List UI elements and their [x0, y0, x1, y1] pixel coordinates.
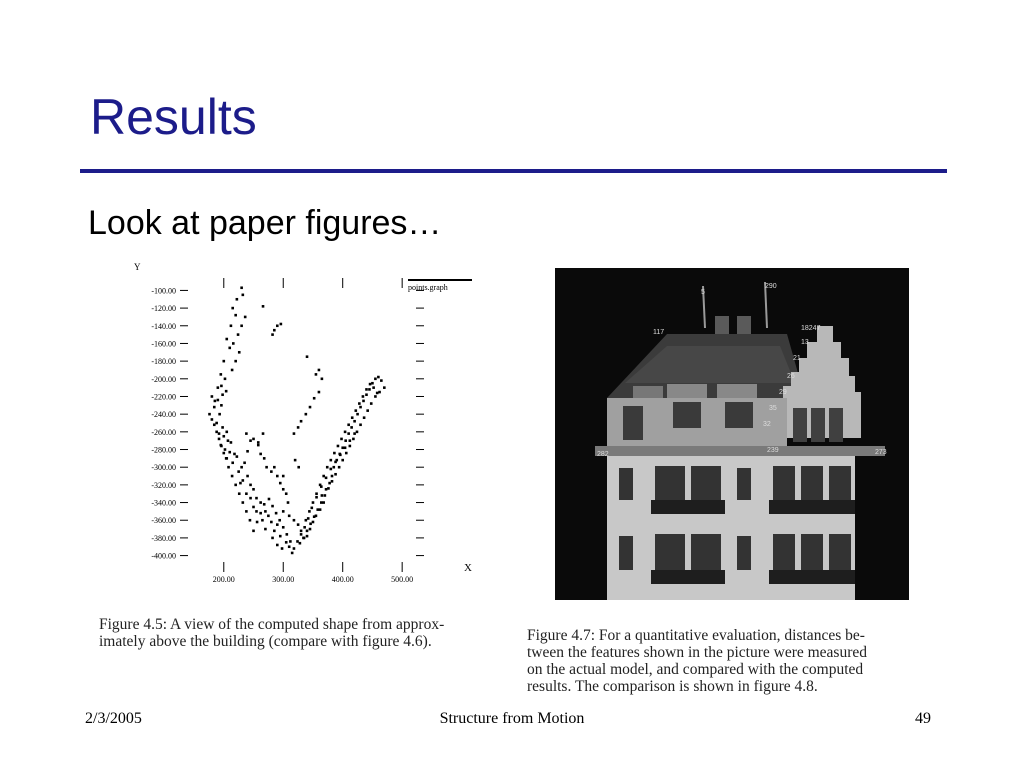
- data-point: [293, 519, 296, 522]
- data-point: [316, 508, 319, 511]
- data-point: [234, 484, 237, 487]
- data-point: [365, 393, 368, 396]
- caption-line: imately above the building (compare with figure 4.6).: [99, 633, 432, 650]
- data-point: [374, 378, 377, 381]
- data-point: [240, 286, 243, 289]
- data-point: [333, 452, 336, 455]
- data-point: [321, 378, 324, 381]
- feature-label: 273: [875, 449, 887, 456]
- y-axis-label: Y: [134, 262, 141, 272]
- data-point: [264, 510, 267, 513]
- data-point: [236, 455, 239, 458]
- y-tick-label: -240.00: [151, 410, 176, 420]
- data-point: [334, 461, 337, 464]
- data-point: [289, 540, 292, 543]
- data-point: [273, 466, 276, 469]
- x-axis-label: X: [464, 562, 472, 574]
- data-point: [224, 448, 227, 451]
- data-point: [353, 432, 356, 435]
- data-point: [338, 466, 341, 469]
- y-tick-label: -260.00: [151, 427, 176, 437]
- data-point: [249, 484, 252, 487]
- data-point: [217, 399, 220, 402]
- plot-points: [208, 286, 385, 554]
- data-point: [347, 423, 350, 426]
- data-point: [246, 450, 249, 453]
- data-point: [299, 542, 302, 545]
- data-point: [353, 420, 356, 423]
- data-point: [374, 395, 377, 398]
- data-point: [276, 544, 279, 547]
- data-point: [376, 392, 379, 395]
- data-point: [252, 530, 255, 533]
- data-point: [264, 528, 267, 531]
- data-point: [273, 530, 276, 533]
- data-point: [220, 373, 223, 376]
- data-point: [306, 535, 309, 538]
- data-point: [350, 426, 353, 429]
- data-point: [265, 466, 268, 469]
- x-tick-label: 400.00: [331, 575, 354, 584]
- data-point: [306, 355, 309, 358]
- data-point: [313, 515, 316, 518]
- y-tick-label: -100.00: [151, 286, 176, 296]
- data-point: [340, 438, 343, 441]
- data-point: [255, 510, 258, 513]
- data-point: [378, 391, 381, 394]
- data-point: [309, 406, 312, 409]
- data-point: [369, 383, 372, 386]
- data-point: [252, 488, 255, 491]
- bullet-text: Look at paper figures…: [88, 204, 442, 242]
- data-point: [230, 441, 233, 444]
- data-point: [240, 324, 243, 327]
- data-point: [293, 547, 296, 550]
- data-point: [370, 402, 373, 405]
- caption-line: results. The comparison is shown in figure 4.8.: [527, 678, 818, 695]
- data-point: [322, 475, 325, 478]
- plot-text: [134, 262, 472, 584]
- data-point: [271, 333, 274, 336]
- data-point: [263, 457, 266, 460]
- y-tick-label: -220.00: [151, 392, 176, 402]
- data-point: [232, 342, 235, 345]
- y-tick-label: -340.00: [151, 498, 176, 508]
- figure-4-7-caption: [527, 627, 867, 695]
- data-point: [249, 519, 252, 522]
- data-point: [231, 475, 234, 478]
- data-point: [331, 480, 334, 483]
- data-point: [231, 369, 234, 372]
- data-point: [352, 438, 355, 441]
- data-point: [310, 507, 313, 510]
- data-point: [222, 452, 225, 455]
- data-point: [347, 432, 350, 435]
- footer-page-number: 49: [915, 710, 931, 727]
- data-point: [271, 537, 274, 540]
- data-point: [300, 530, 303, 533]
- data-point: [312, 521, 315, 524]
- data-point: [344, 431, 347, 434]
- data-point: [294, 459, 297, 462]
- data-point: [218, 438, 221, 441]
- y-tick-label: -320.00: [151, 480, 176, 490]
- x-tick-label: 500.00: [391, 575, 414, 584]
- data-point: [276, 475, 279, 478]
- data-point: [211, 418, 214, 421]
- feature-label: 32: [763, 421, 771, 428]
- data-point: [263, 503, 266, 506]
- caption-line: tween the features shown in the picture were measured: [527, 644, 868, 661]
- data-point: [322, 501, 325, 504]
- data-point: [300, 533, 303, 536]
- data-point: [330, 468, 333, 471]
- data-point: [214, 400, 217, 403]
- plot-axes: [180, 278, 472, 572]
- data-point: [242, 294, 245, 297]
- data-point: [372, 386, 375, 389]
- data-point: [319, 508, 322, 511]
- y-tick-label: -400.00: [151, 551, 176, 561]
- data-point: [307, 517, 310, 520]
- data-point: [287, 501, 290, 504]
- data-point: [337, 445, 340, 448]
- data-point: [297, 466, 300, 469]
- data-point: [270, 521, 273, 524]
- data-point: [377, 376, 380, 379]
- data-point: [363, 416, 366, 419]
- y-tick-label: -280.00: [151, 445, 176, 455]
- data-point: [218, 432, 221, 435]
- data-point: [305, 413, 308, 416]
- data-point: [365, 388, 368, 391]
- y-tick-label: -160.00: [151, 339, 176, 349]
- data-point: [297, 523, 300, 526]
- data-point: [325, 488, 328, 491]
- data-point: [321, 494, 324, 497]
- data-point: [257, 444, 260, 447]
- data-point: [231, 461, 234, 464]
- data-point: [327, 487, 330, 490]
- data-point: [273, 329, 276, 332]
- data-point: [288, 515, 291, 518]
- data-point: [257, 441, 260, 444]
- data-point: [358, 402, 361, 405]
- data-point: [325, 477, 328, 480]
- data-point: [371, 382, 374, 385]
- data-point: [215, 431, 218, 434]
- data-point: [221, 426, 224, 429]
- data-point: [221, 393, 224, 396]
- data-point: [366, 409, 369, 412]
- data-point: [328, 482, 331, 485]
- data-point: [279, 482, 282, 485]
- data-point: [227, 466, 230, 469]
- data-point: [341, 459, 344, 462]
- data-point: [220, 445, 223, 448]
- data-point: [362, 395, 365, 398]
- data-point: [243, 461, 246, 464]
- data-point: [237, 470, 240, 473]
- data-point: [326, 466, 329, 469]
- feature-label: 29: [779, 389, 787, 396]
- feature-label: 18247: [801, 325, 821, 332]
- data-point: [305, 519, 308, 522]
- data-point: [259, 453, 262, 456]
- data-point: [234, 360, 237, 363]
- y-tick-label: -180.00: [151, 357, 176, 367]
- data-point: [267, 515, 270, 518]
- data-point: [282, 510, 285, 513]
- data-point: [238, 351, 241, 354]
- building-photo: [555, 268, 909, 600]
- legend-label: points.graph: [408, 283, 448, 292]
- caption-line: Figure 4.7: For a quantitative evaluation, distances be-: [527, 627, 865, 644]
- data-point: [300, 420, 303, 423]
- data-point: [252, 438, 255, 441]
- data-point: [224, 378, 227, 381]
- data-point: [249, 497, 252, 500]
- data-point: [220, 404, 223, 407]
- data-point: [282, 488, 285, 491]
- data-point: [245, 492, 248, 495]
- data-point: [354, 409, 357, 412]
- x-tick-label: 300.00: [272, 575, 295, 584]
- data-point: [259, 501, 262, 504]
- data-point: [240, 466, 243, 469]
- data-point: [320, 501, 323, 504]
- data-point: [222, 435, 225, 438]
- data-point: [303, 526, 306, 529]
- data-point: [315, 373, 318, 376]
- data-point: [318, 369, 321, 372]
- data-point: [312, 501, 315, 504]
- data-point: [252, 506, 255, 509]
- data-point: [270, 470, 273, 473]
- data-point: [309, 522, 312, 525]
- title-underline: [80, 169, 947, 173]
- feature-label: 21: [793, 355, 801, 362]
- data-point: [255, 497, 258, 500]
- figure-4-5-caption: [99, 616, 444, 650]
- data-point: [227, 439, 230, 442]
- data-point: [225, 338, 228, 341]
- data-point: [344, 446, 347, 449]
- data-point: [215, 422, 218, 425]
- data-point: [245, 510, 248, 513]
- data-point: [380, 379, 383, 382]
- data-point: [331, 475, 334, 478]
- data-point: [330, 459, 333, 462]
- data-point: [276, 523, 279, 526]
- feature-label: 117: [653, 329, 665, 336]
- data-point: [315, 496, 318, 499]
- data-point: [213, 423, 216, 426]
- data-point: [278, 519, 281, 522]
- caption-line: on the actual model, and compared with the computed: [527, 661, 864, 678]
- data-point: [306, 530, 309, 533]
- data-point: [281, 547, 284, 550]
- feature-label: 35: [769, 405, 777, 412]
- feature-label: 282: [597, 451, 609, 458]
- data-point: [285, 541, 288, 544]
- feature-label: 239: [767, 447, 779, 454]
- data-point: [225, 457, 228, 460]
- feature-label: 5: [701, 289, 705, 296]
- data-point: [261, 519, 264, 522]
- data-point: [383, 386, 386, 389]
- data-point: [324, 494, 327, 497]
- y-tick-label: -360.00: [151, 516, 176, 526]
- data-point: [228, 347, 231, 350]
- data-point: [262, 432, 265, 435]
- slide-title: Results: [90, 89, 257, 145]
- data-point: [356, 431, 359, 434]
- data-point: [334, 473, 337, 476]
- data-point: [293, 432, 296, 435]
- y-tick-label: -200.00: [151, 374, 176, 384]
- data-point: [242, 479, 245, 482]
- data-point: [362, 400, 365, 403]
- x-tick-label: 200.00: [212, 575, 235, 584]
- data-point: [242, 501, 245, 504]
- y-tick-label: -140.00: [151, 321, 176, 331]
- feature-label: 26: [787, 373, 795, 380]
- data-point: [297, 426, 300, 429]
- data-point: [282, 526, 285, 529]
- footer-date: 2/3/2005: [85, 710, 142, 727]
- data-point: [285, 492, 288, 495]
- data-point: [259, 512, 262, 515]
- data-point: [276, 324, 279, 327]
- data-point: [368, 388, 371, 391]
- data-point: [315, 492, 318, 495]
- data-point: [349, 439, 352, 442]
- points-scatter-plot: [120, 258, 490, 588]
- data-point: [249, 439, 252, 442]
- data-point: [208, 413, 211, 416]
- data-point: [288, 545, 291, 548]
- data-point: [246, 475, 249, 478]
- data-point: [211, 395, 214, 398]
- data-point: [230, 324, 233, 327]
- data-point: [225, 390, 228, 393]
- data-point: [291, 552, 294, 555]
- data-point: [268, 498, 271, 501]
- data-point: [238, 492, 241, 495]
- data-point: [345, 452, 348, 455]
- data-point: [320, 485, 323, 488]
- data-point: [237, 333, 240, 336]
- data-point: [256, 521, 259, 524]
- data-point: [351, 416, 354, 419]
- data-point: [280, 323, 283, 326]
- data-point: [239, 482, 242, 485]
- data-point: [233, 453, 236, 456]
- feature-label: 13: [801, 339, 809, 346]
- footer-title: Structure from Motion: [439, 710, 585, 727]
- data-point: [234, 314, 237, 317]
- data-point: [339, 454, 342, 457]
- data-point: [341, 446, 344, 449]
- data-point: [308, 510, 311, 513]
- data-point: [262, 305, 265, 308]
- data-point: [236, 298, 239, 301]
- data-point: [271, 505, 274, 508]
- data-point: [359, 423, 362, 426]
- data-point: [275, 512, 278, 515]
- data-point: [213, 406, 216, 409]
- data-point: [359, 406, 362, 409]
- data-point: [228, 451, 231, 454]
- data-point: [332, 466, 335, 469]
- y-tick-label: -300.00: [151, 463, 176, 473]
- data-point: [344, 439, 347, 442]
- data-point: [217, 386, 220, 389]
- feature-label: 290: [765, 283, 777, 290]
- caption-line: Figure 4.5: A view of the computed shape from approx-: [99, 616, 445, 633]
- data-point: [356, 413, 359, 416]
- y-tick-label: -120.00: [151, 304, 176, 314]
- data-point: [313, 397, 316, 400]
- data-point: [245, 432, 248, 435]
- data-point: [302, 537, 305, 540]
- data-point: [309, 528, 312, 531]
- y-tick-label: -380.00: [151, 533, 176, 543]
- data-point: [296, 540, 299, 543]
- data-point: [231, 307, 234, 310]
- data-point: [244, 316, 247, 319]
- data-point: [349, 445, 352, 448]
- data-point: [220, 385, 223, 388]
- data-point: [282, 475, 285, 478]
- data-point: [279, 535, 282, 538]
- data-point: [318, 391, 321, 394]
- data-point: [218, 413, 221, 416]
- data-point: [225, 431, 228, 434]
- data-point: [222, 360, 225, 363]
- data-point: [286, 533, 289, 536]
